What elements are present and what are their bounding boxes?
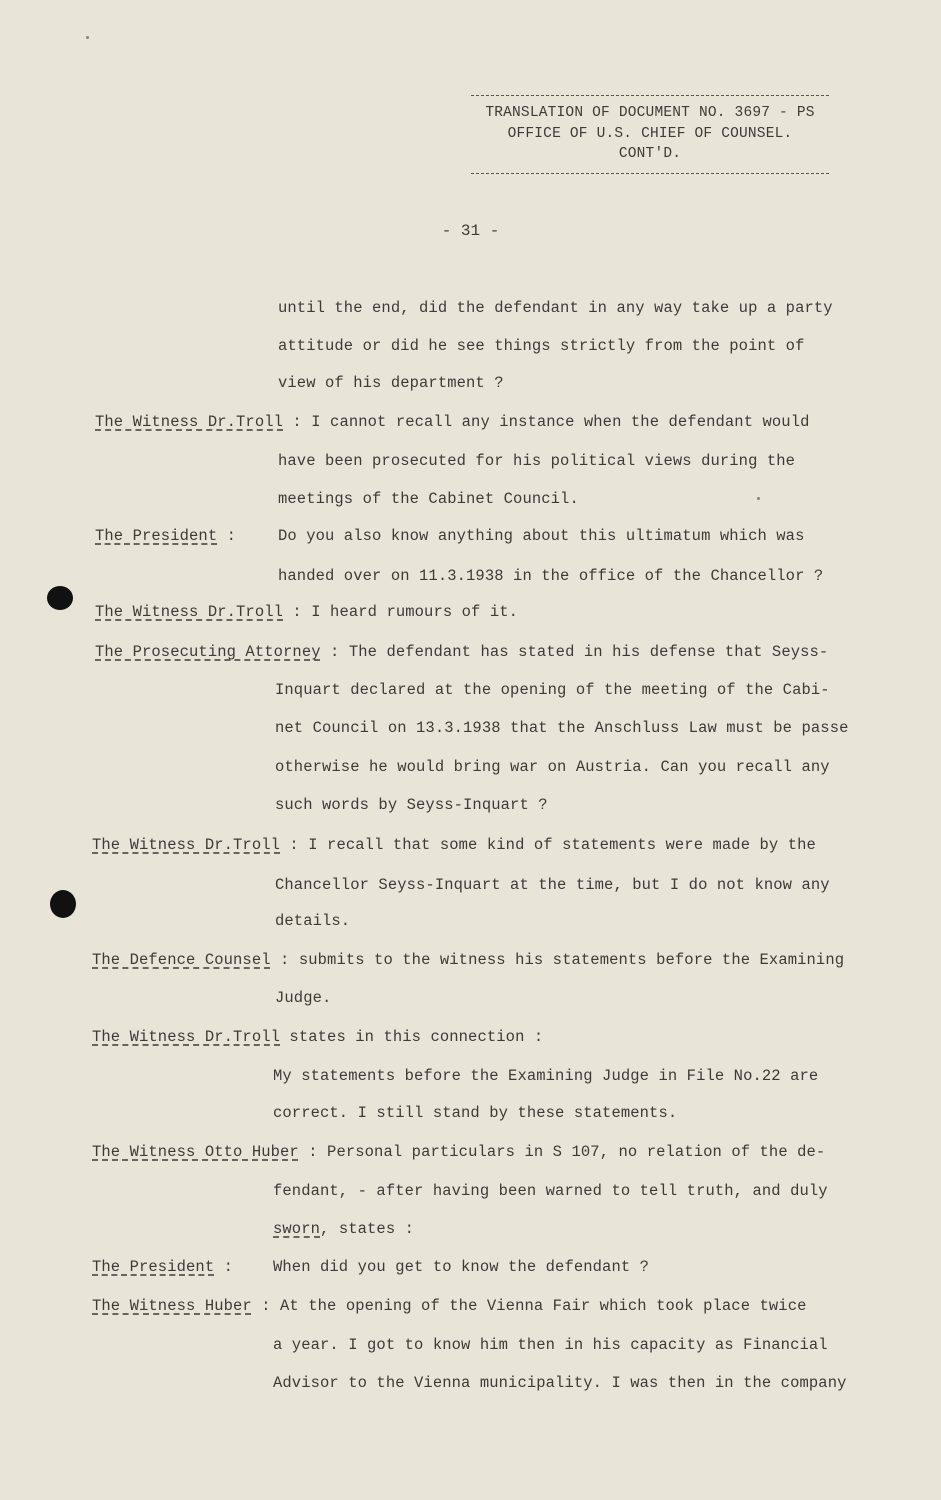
text-line [273,1220,414,1238]
speaker-line [92,1258,233,1276]
text-line: attitude or did he see things strictly from the point of [278,337,805,355]
text-line: Inquart declared at the opening of the meeting of the Cabi- [275,681,830,699]
speaker-label: The President [95,527,218,545]
speech-colon: : [217,527,237,545]
text-line: such words by Seyss-Inquart ? [275,796,548,814]
speech-colon: : [214,1258,234,1276]
text-line: Do you also know anything about this ultimatum which was [278,527,805,545]
text-line: otherwise he would bring war on Austria. Can you recall any [275,758,830,776]
speaker-label: The Witness Dr.Troll [95,603,284,621]
text-line: meetings of the Cabinet Council. [278,490,579,508]
text-line: My statements before the Examining Judge in File No.22 are [273,1067,819,1085]
text-line: a year. I got to know him then in his capacity as Financial [273,1336,828,1354]
text-line: Chancellor Seyss-Inquart at the time, but I do not know any [275,876,830,894]
page-number: - 31 - [441,222,500,240]
speech-text: : The defendant has stated in his defense that Seyss- [320,643,829,661]
header-office: OFFICE OF U.S. CHIEF OF COUNSEL. [507,126,793,142]
speech-text: : I cannot recall any instance when the defendant would [283,413,810,431]
text-line: Judge. [275,989,332,1007]
speaker-label: The President [92,1258,215,1276]
speaker-line [92,1297,807,1315]
speaker-label: The Defence Counsel [92,951,271,969]
speaker-label: The Witness Dr.Troll [92,836,281,854]
text-line: When did you get to know the defendant ? [273,1258,650,1276]
speaker-label: The Witness Otto Huber [92,1143,299,1161]
speech-text: : At the opening of the Vienna Fair which took place twice [251,1297,807,1315]
text-line: until the end, did the defendant in any way take up a party [278,299,833,317]
speaker-line [92,836,816,854]
text-line: fendant, - after having been warned to tell truth, and duly [273,1182,828,1200]
paper-speck [757,497,760,500]
speaker-line [95,603,518,621]
header-rule-top [471,95,829,96]
text-line: have been prosecuted for his political views during the [278,452,796,470]
underlined-word: sworn [273,1220,321,1238]
header-rule-bottom [471,173,829,174]
speech-text: : I heard rumours of it. [283,603,519,621]
text-line: Advisor to the Vienna municipality. I was then in the company [273,1374,847,1392]
paper-speck [86,36,89,39]
punch-hole [50,890,76,918]
speaker-line [92,1143,825,1161]
speaker-label: The Witness Dr.Troll [95,413,284,431]
text-line: handed over on 11.3.1938 in the office of the Chancellor ? [278,567,824,585]
speech-text: , states : [320,1220,415,1238]
speaker-line [95,643,828,661]
speaker-label: The Witness Dr.Troll [92,1028,281,1046]
text-line: net Council on 13.3.1938 that the Anschluss Law must be passe [275,719,849,737]
header-contd: CONT'D. [618,146,682,162]
speaker-line [92,951,844,969]
speech-text: : I recall that some kind of statements were made by the [280,836,816,854]
speaker-line [95,413,810,431]
punch-hole [47,586,73,610]
speaker-line [92,1028,543,1046]
header-title: TRANSLATION OF DOCUMENT NO. 3697 - PS [485,105,815,121]
speech-text: states in this connection : [280,1028,544,1046]
text-line: view of his department ? [278,374,504,392]
speaker-label: The Witness Huber [92,1297,252,1315]
text-line: details. [275,912,351,930]
speaker-label: The Prosecuting Attorney [95,643,321,661]
speaker-line [95,527,236,545]
speech-text: : Personal particulars in S 107, no relation of the de- [298,1143,826,1161]
speech-text: : submits to the witness his statements before the Examining [270,951,845,969]
text-line: correct. I still stand by these statements. [273,1104,678,1122]
